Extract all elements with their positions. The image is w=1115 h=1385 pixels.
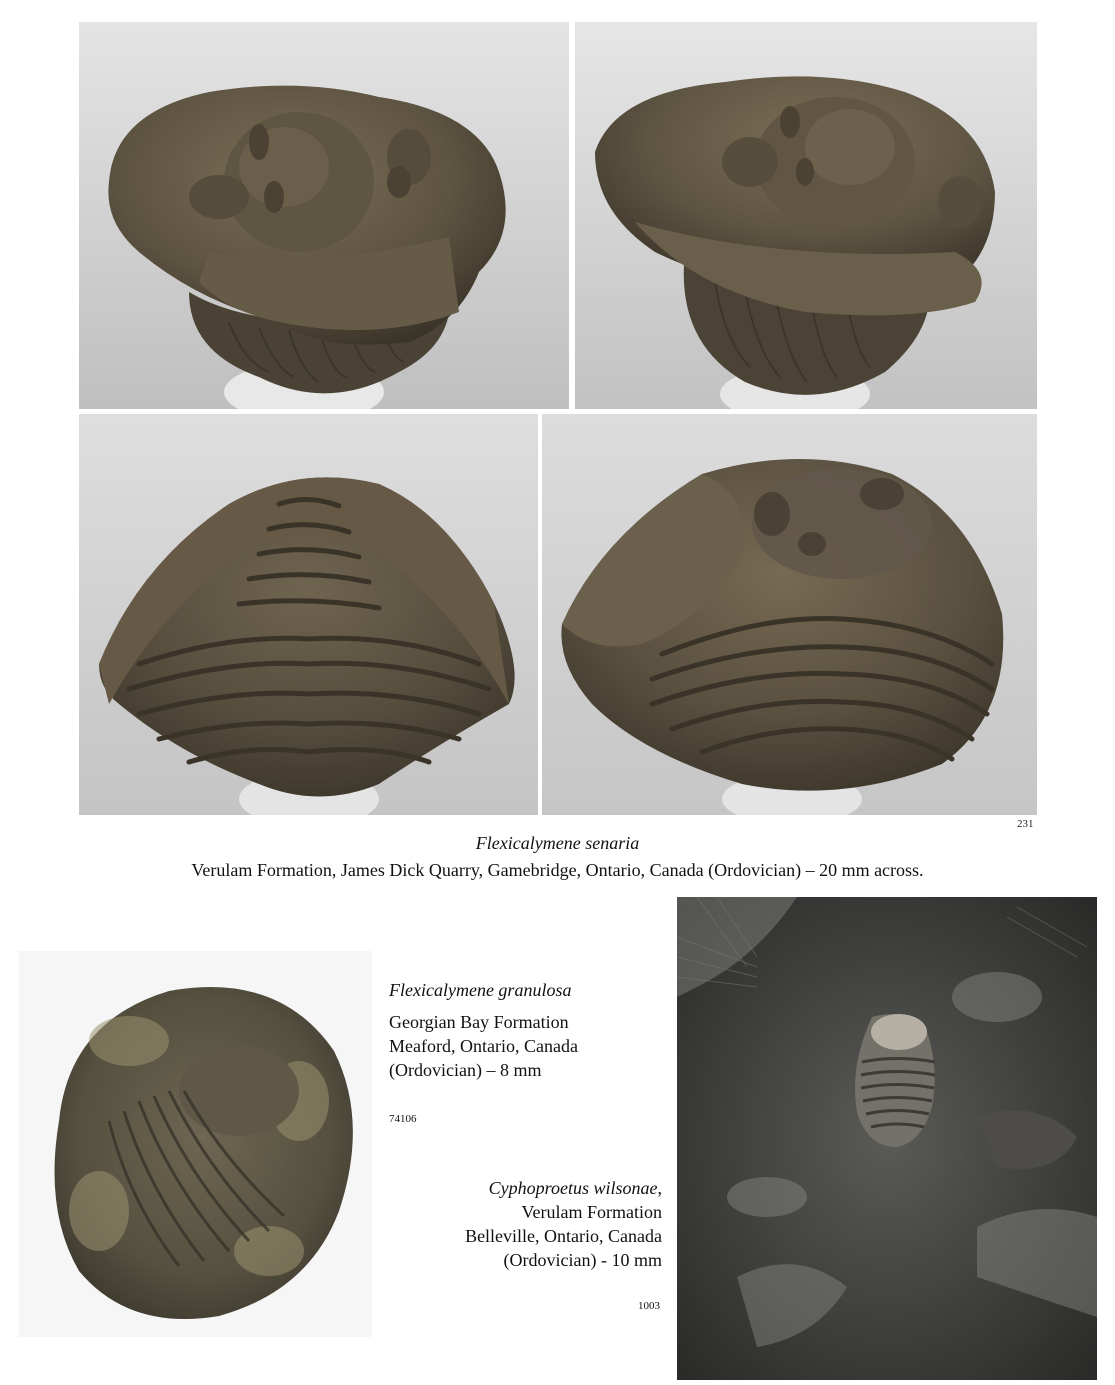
granulosa-species-name: Flexicalymene granulosa [389, 980, 572, 1000]
photo-senaria-front-view [79, 22, 569, 409]
photo-cyphoproetus-shale [677, 897, 1097, 1380]
photo-senaria-pygidium-view [79, 414, 538, 815]
main-species-name: Flexicalymene senaria [475, 833, 640, 853]
cyphoproetus-species-name: Cyphoproetus wilsonae [488, 1178, 658, 1198]
granulosa-catalog-number: 74106 [389, 1113, 417, 1125]
cyphoproetus-locality: Belleville, Ontario, Canada [465, 1226, 662, 1246]
granulosa-age-size: (Ordovician) – 8 mm [389, 1060, 542, 1080]
figure-number: 231 [1017, 818, 1034, 830]
cyphoproetus-caption [380, 1176, 662, 1272]
cyphoproetus-species-comma: , [657, 1178, 662, 1198]
cyphoproetus-age-size: (Ordovician) - 10 mm [503, 1250, 662, 1270]
photo-granulosa [19, 951, 372, 1337]
cyphoproetus-catalog-number: 1003 [638, 1300, 660, 1312]
photo-senaria-angled-view [575, 22, 1037, 409]
granulosa-caption [389, 980, 649, 1082]
granulosa-locality: Meaford, Ontario, Canada [389, 1036, 578, 1056]
main-locality-caption: Verulam Formation, James Dick Quarry, Gamebridge, Ontario, Canada (Ordovician) – 20 mm across. [191, 860, 924, 880]
granulosa-formation: Georgian Bay Formation [389, 1012, 569, 1032]
photo-senaria-oblique-view [542, 414, 1037, 815]
cyphoproetus-formation: Verulam Formation [521, 1202, 662, 1222]
